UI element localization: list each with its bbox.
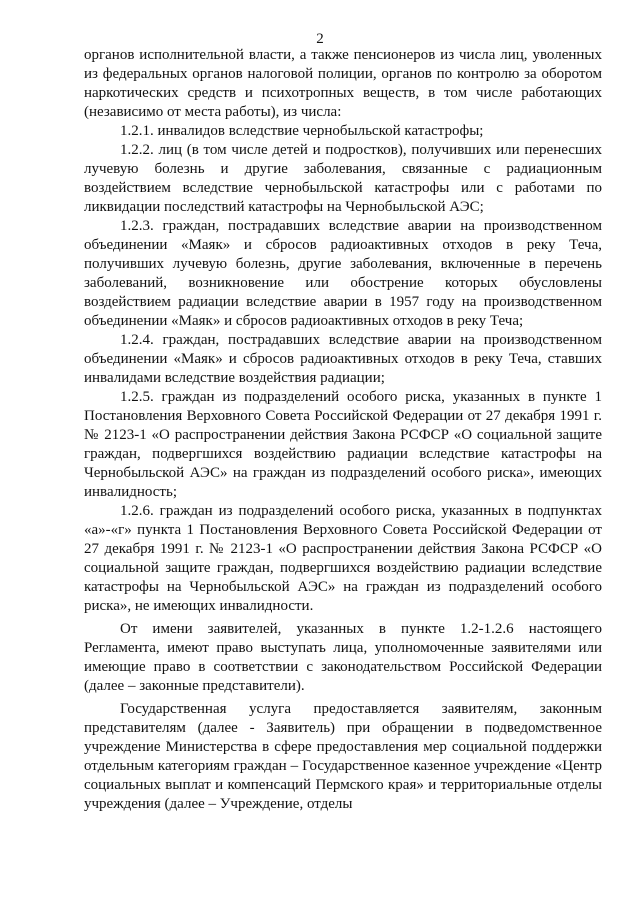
paragraph-service-provision: Государственная услуга предоставляется заявителям, законным представителям (далее - Заявитель) при обращении в подведомственное учреждение Министерства в сфере предоставления мер социальной поддержки отдельным категориям граждан – Государственное казенное учреждение «Центр социальных выплат и компенсаций Пермского края» и территориальные отделы учреждения (далее – Учреждение, отделы <box>84 701 602 812</box>
paragraph-1-2-5: 1.2.5. граждан из подразделений особого риска, указанных в пункте 1 Постановления Верховного Совета Российской Федерации от 27 декабря 1991 г. № 2123-1 «О распространении действия Закона РСФСР «О социальной защите граждан, подвергшихся воздействию радиации вследствие катастрофы на Чернобыльской АЭС» на граждан из подразделений особого риска», имеющих инвалидность; <box>84 389 602 500</box>
paragraph-1-2-3: 1.2.3. граждан, пострадавших вследствие аварии на производственном объединении «Маяк» и сбросов радиоактивных отходов в реку Теча, получивших лучевую болезнь, другие заболевания, включенные в перечень заболеваний, возникновение или обострение которых обусловлены воздействием радиации вследствие аварии в 1957 году на производственном объединении «Маяк» и сбросов радиоактивных отходов в реку Теча; <box>84 218 602 329</box>
paragraph-representatives: От имени заявителей, указанных в пункте 1.2-1.2.6 настоящего Регламента, имеют право выступать лица, уполномоченные заявителями или имеющие право в соответствии с законодательством Российской Федерации (далее – законные представители). <box>84 621 602 694</box>
paragraph-continuation: органов исполнительной власти, а также пенсионеров из числа лиц, уволенных из федеральных органов налоговой полиции, органов по контролю за оборотом наркотических средств и психотропных веществ, в том числе работающих (независимо от места работы), из числа: <box>84 47 602 120</box>
paragraph-1-2-6: 1.2.6. граждан из подразделений особого риска, указанных в подпунктах «а»-«г» пункта 1 Постановления Верховного Совета Российской Федерации от 27 декабря 1991 г. № 2123-1 «О распространении действия Закона РСФСР «О социальной защите граждан, подвергшихся воздействию радиации вследствие катастрофы на Чернобыльской АЭС» на граждан из подразделений особого риска», не имеющих инвалидности. <box>84 503 602 614</box>
paragraph-1-2-4: 1.2.4. граждан, пострадавших вследствие аварии на производственном объединении «Маяк» и сбросов радиоактивных отходов в реку Теча, ставших инвалидами вследствие воздействия радиации; <box>84 332 602 386</box>
paragraph-1-2-2: 1.2.2. лиц (в том числе детей и подростков), получивших или перенесших лучевую болезнь и другие заболевания, связанные с радиационным воздействием вследствие чернобыльской катастрофы или с работами по ликвидации последствий катастрофы на Чернобыльской АЭС; <box>84 142 602 215</box>
paragraph-1-2-1: 1.2.1. инвалидов вследствие чернобыльской катастрофы; <box>120 123 484 139</box>
page-number: 2 <box>316 31 324 47</box>
document-body <box>84 46 602 814</box>
